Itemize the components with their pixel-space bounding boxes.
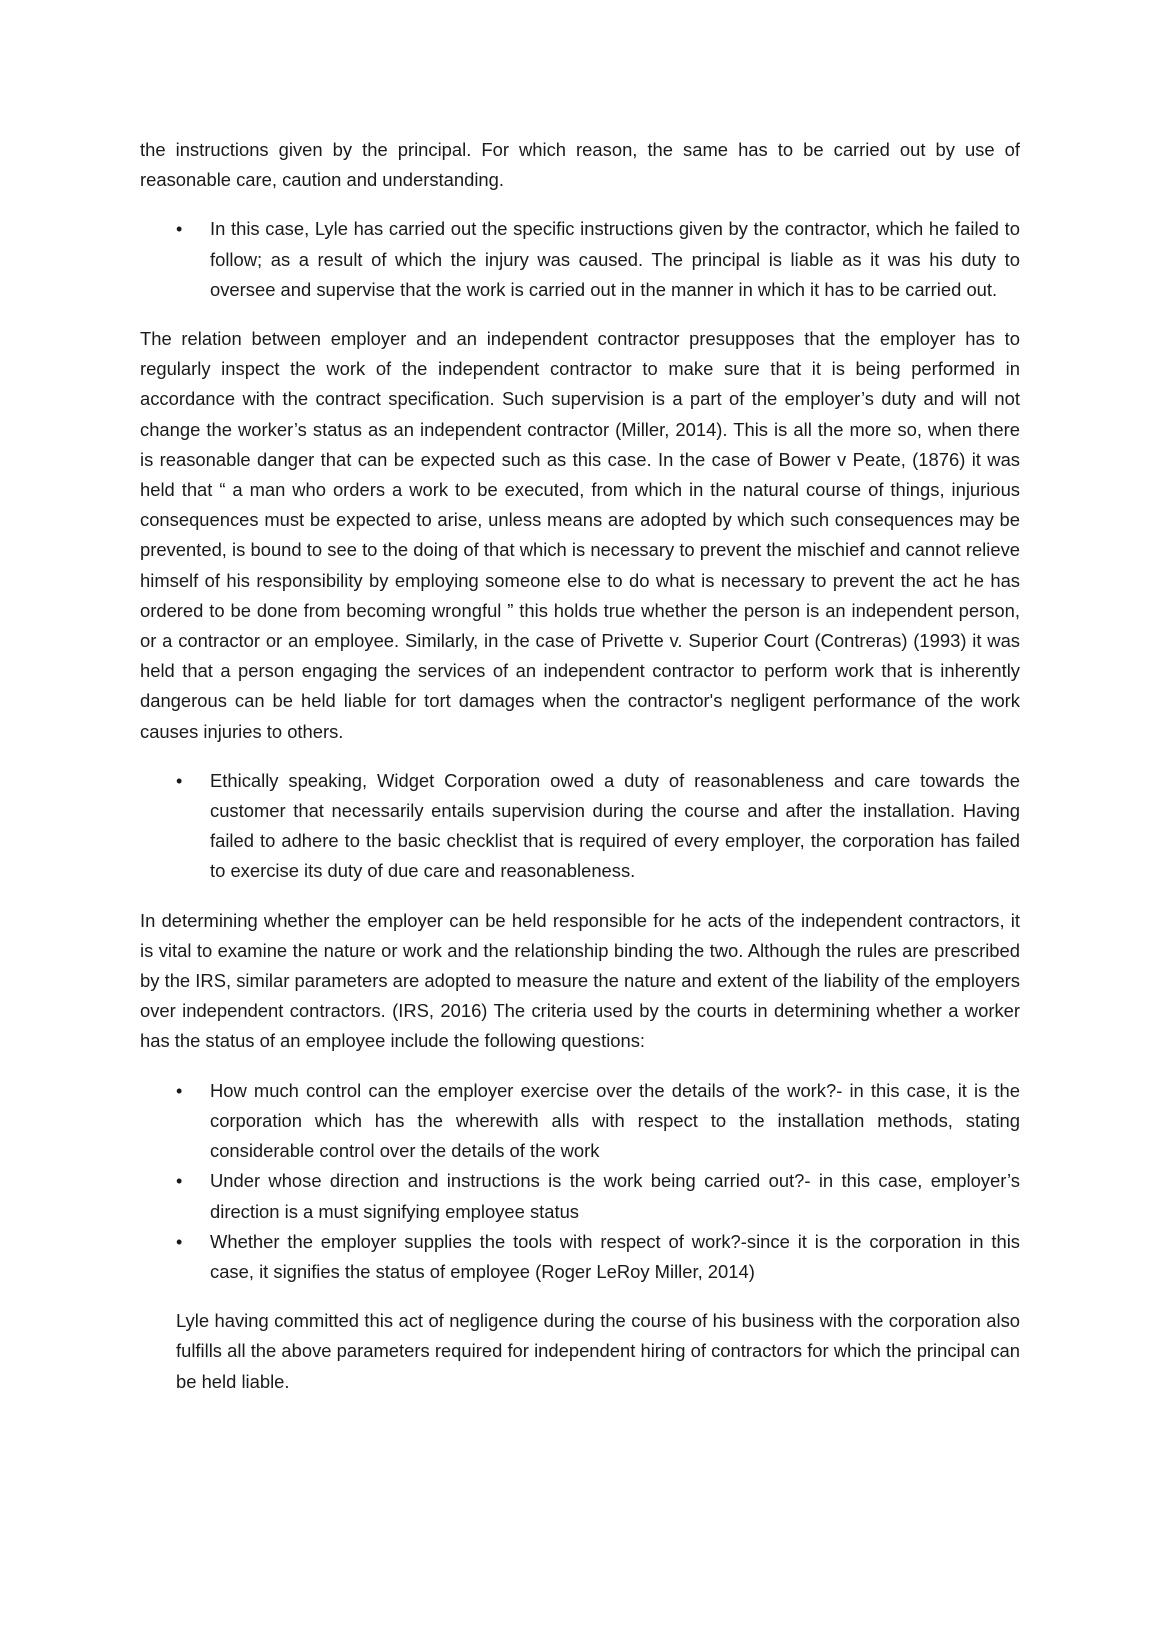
list-item bbox=[140, 1227, 1020, 1287]
paragraph-irs-criteria: In determining whether the employer can be held responsible for he acts of the independent contractors, it is vital to examine the nature or work and the relationship binding the two. Although the rules are prescribed by the IRS, similar parameters are adopted to measure the nature and extent of the liability of the employers over independent contractors. (IRS, 2016) The criteria used by the courts in determining whether a worker has the status of an employee include the following questions: bbox=[140, 909, 1020, 1052]
list-item-text: In this case, Lyle has carried out the specific instructions given by the contractor, which he failed to follow; as a result of which the injury was caused. The principal is liable as it was his duty to oversee and supervise that the work is carried out in the manner in which it has to be carried out. bbox=[210, 218, 1020, 300]
list-item-text: Whether the employer supplies the tools with respect of work?-since it is the corporation in this case, it signifies the status of employee (Roger LeRoy Miller, 2014) bbox=[210, 1230, 1020, 1282]
bullet-icon: • bbox=[176, 1231, 183, 1252]
bullet-list-2 bbox=[140, 766, 1020, 887]
list-item bbox=[140, 1166, 1020, 1226]
bullet-list-1 bbox=[140, 214, 1020, 305]
list-item bbox=[140, 1076, 1020, 1167]
list-item-text: Ethically speaking, Widget Corporation owed a duty of reasonableness and care towards the customer that necessarily entails supervision during the course and after the installation. Having failed to adhere to the basic checklist that is required of every employer, the corporation has failed to exercise its duty of due care and reasonableness. bbox=[210, 769, 1020, 882]
list-item-text: How much control can the employer exercise over the details of the work?- in this case, it is the corporation which has the wherewith alls with respect to the installation methods, stating considerable control over the details of the work bbox=[210, 1079, 1020, 1162]
bullet-list-3 bbox=[140, 1076, 1020, 1287]
bullet-icon: • bbox=[176, 219, 183, 240]
document-page bbox=[140, 135, 1020, 1416]
closing-paragraph: Lyle having committed this act of negligence during the course of his business with the corporation also fulfills all the above parameters required for independent hiring of contractors for which the principal can be held liable. bbox=[176, 1310, 1020, 1392]
list-item bbox=[140, 766, 1020, 887]
bullet-icon: • bbox=[176, 1171, 183, 1192]
paragraph-employer-contractor-relation: The relation between employer and an independent contractor presupposes that the employer has to regularly inspect the work of the independent contractor to make sure that it is being performed in accordance with the contract specification. Such supervision is a part of the employer’s duty and will not change the worker’s status as an independent contractor (Miller, 2014). This is all the more so, when there is reasonable danger that can be expected such as this case. In the case of Bower v Peate, (1876) it was held that “ a man who orders a work to be executed, from which in the natural course of things, injurious consequences must be expected to arise, unless means are adopted by which such consequences may be prevented, is bound to see to the doing of that which is necessary to prevent the mischief and cannot relieve himself of his responsibility by employing someone else to do what is necessary to prevent the act he has ordered to be done from becoming wrongful ” this holds true whether the person is an independent person, or a contractor or an employee. Similarly, in the case of Privette v. Superior Court (Contreras) (1993) it was held that a person engaging the services of an independent contractor to perform work that is inherently dangerous can be held liable for tort damages when the contractor's negligent performance of the work causes injuries to others. bbox=[140, 328, 1020, 742]
list-item bbox=[140, 214, 1020, 305]
bullet-icon: • bbox=[176, 770, 183, 791]
bullet-icon: • bbox=[176, 1080, 183, 1101]
list-item-text: Under whose direction and instructions is the work being carried out?- in this case, employer’s direction is a must signifying employee status bbox=[210, 1170, 1020, 1222]
opening-paragraph: the instructions given by the principal. For which reason, the same has to be carried out by use of reasonable care, caution and understanding. bbox=[140, 139, 1020, 191]
